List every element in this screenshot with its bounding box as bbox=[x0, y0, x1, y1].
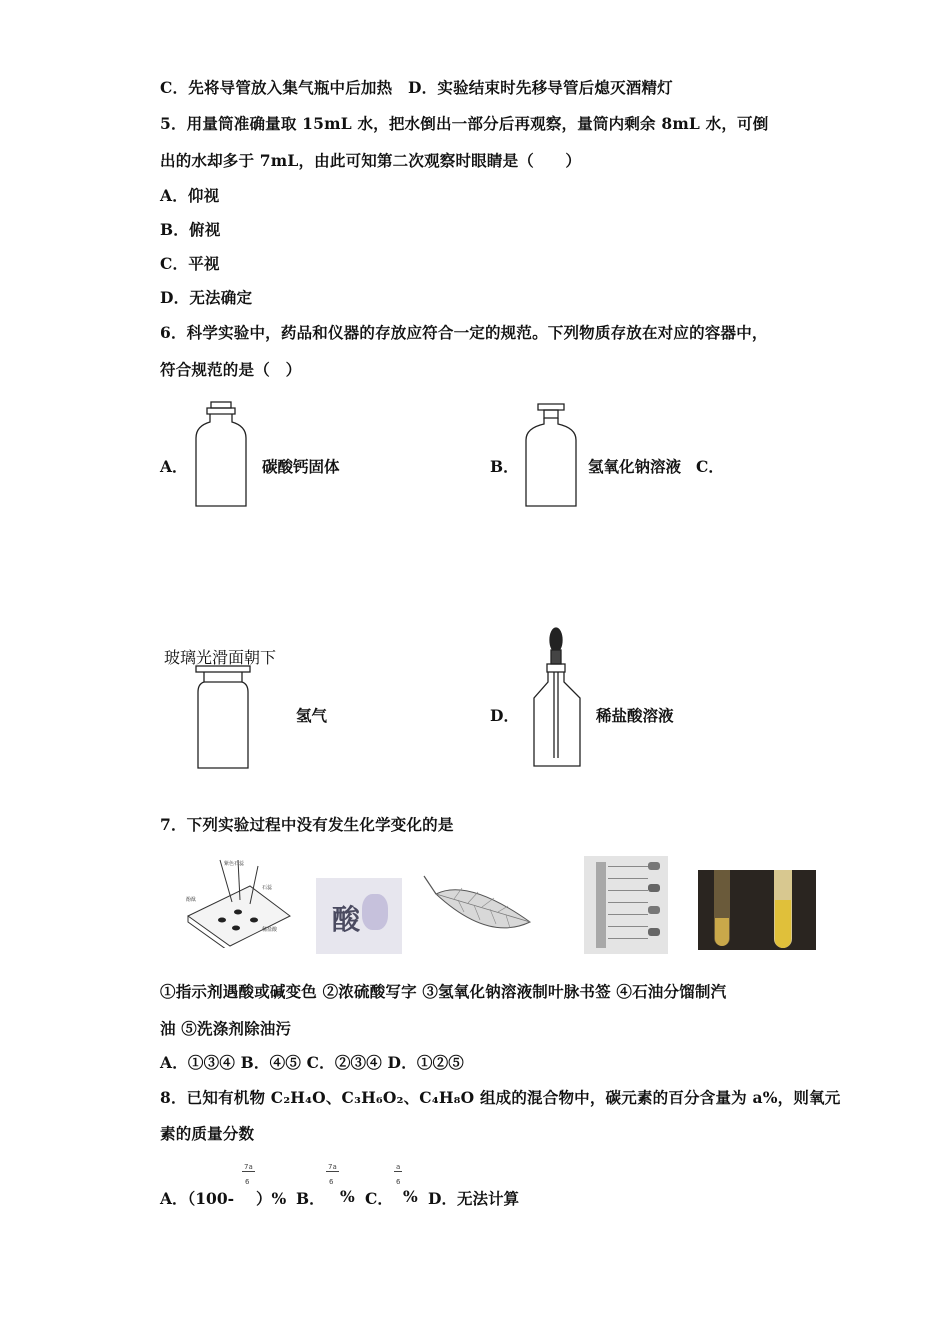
q6-option-d-letter: D． bbox=[490, 706, 519, 725]
q8-frac-b-num: 7a bbox=[328, 1163, 337, 1171]
q5-option-b: B．俯视 bbox=[160, 220, 221, 239]
q7-img1-label-4: 稀盐酸 bbox=[262, 927, 278, 933]
q6-option-a-text: 碳酸钙固体 bbox=[262, 457, 340, 476]
q6-option-b-letter: B． bbox=[490, 457, 519, 476]
q7-stem: 7．下列实验过程中没有发生化学变化的是 bbox=[160, 815, 454, 834]
q6-option-c-note: 玻璃光滑面朝下 bbox=[164, 648, 277, 667]
q5-option-c: C．平视 bbox=[160, 254, 220, 273]
q8-frac-a-num: 7a bbox=[244, 1163, 253, 1171]
q8-stem-line2: 素的质量分数 bbox=[160, 1124, 255, 1143]
gas-jar-icon bbox=[190, 664, 256, 772]
fractional-distillation-chart bbox=[584, 856, 668, 954]
q8-stem-line1: 8．已知有机物 C₂H₄O、C₃H₆O₂、C₄H₈O 组成的混合物中，碳元素的百分含量为 a%，则氧元 bbox=[160, 1088, 841, 1107]
dropper-bottle-icon bbox=[526, 626, 586, 772]
q8-option-d: D．无法计算 bbox=[428, 1189, 519, 1208]
q7-options: A．①③④ B．④⑤ C．②③④ D．①②⑤ bbox=[160, 1053, 464, 1072]
q6-option-d-text: 稀盐酸溶液 bbox=[596, 706, 674, 725]
q6-option-c-text: 氢气 bbox=[296, 706, 328, 725]
q8-frac-a-den: 6 bbox=[245, 1178, 250, 1186]
q8-option-a-suffix: ）% bbox=[256, 1189, 287, 1208]
q8-frac-b-den: 6 bbox=[329, 1178, 334, 1186]
q7-items-line2: 油 ⑤洗涤剂除油污 bbox=[160, 1019, 292, 1038]
q8-frac-c-num: a bbox=[396, 1163, 401, 1171]
q8-option-c-suffix: % bbox=[403, 1187, 418, 1206]
acid-writing-photo bbox=[316, 878, 402, 954]
q7-img1-label-3: 酚酞 bbox=[186, 897, 197, 903]
q8-option-b-suffix: % bbox=[340, 1187, 355, 1206]
q7-img1-label-1: 紫色石蕊 bbox=[224, 861, 245, 867]
q6-stem-line2: 符合规范的是（ ） bbox=[160, 360, 302, 379]
narrow-mouth-bottle-icon bbox=[520, 400, 582, 510]
q7-img1-label-2: 石蕊 bbox=[262, 885, 273, 891]
leaf-skeleton-image bbox=[418, 870, 536, 946]
wide-mouth-bottle-icon bbox=[190, 400, 252, 510]
q8-option-b: B． bbox=[296, 1189, 325, 1208]
q6-option-a-letter: A． bbox=[160, 457, 188, 476]
q8-option-c: C． bbox=[365, 1189, 393, 1208]
acid-writing-text: 酸 bbox=[332, 903, 361, 936]
q5-option-d: D．无法确定 bbox=[160, 288, 253, 307]
spot-plate-image bbox=[180, 858, 298, 948]
q4-options-cd: C．先将导管放入集气瓶中后加热 D．实验结束时先移导管后熄灭酒精灯 bbox=[160, 78, 673, 97]
q5-stem-line1: 5．用量筒准确量取 15mL 水，把水倒出一部分后再观察，量筒内剩余 8mL 水，可倒 bbox=[160, 114, 769, 133]
q7-items-line1: ①指示剂遇酸或碱变色 ②浓硫酸写字 ③氢氧化钠溶液制叶脉书签 ④石油分馏制汽 bbox=[160, 982, 727, 1001]
q6-stem-line1: 6．科学实验中，药品和仪器的存放应符合一定的规范。下列物质存放在对应的容器中， bbox=[160, 323, 768, 342]
q6-option-b-text: 氢氧化钠溶液 bbox=[588, 457, 682, 476]
test-tubes-photo bbox=[698, 870, 816, 950]
q8-option-a-prefix: A．（100- bbox=[160, 1189, 235, 1208]
q8-frac-c-den: 6 bbox=[396, 1178, 401, 1186]
q5-stem-line2: 出的水却多于 7mL，由此可知第二次观察时眼睛是（ ） bbox=[160, 151, 582, 170]
q6-option-c-letter: C． bbox=[696, 457, 724, 476]
q5-option-a: A．仰视 bbox=[160, 186, 220, 205]
